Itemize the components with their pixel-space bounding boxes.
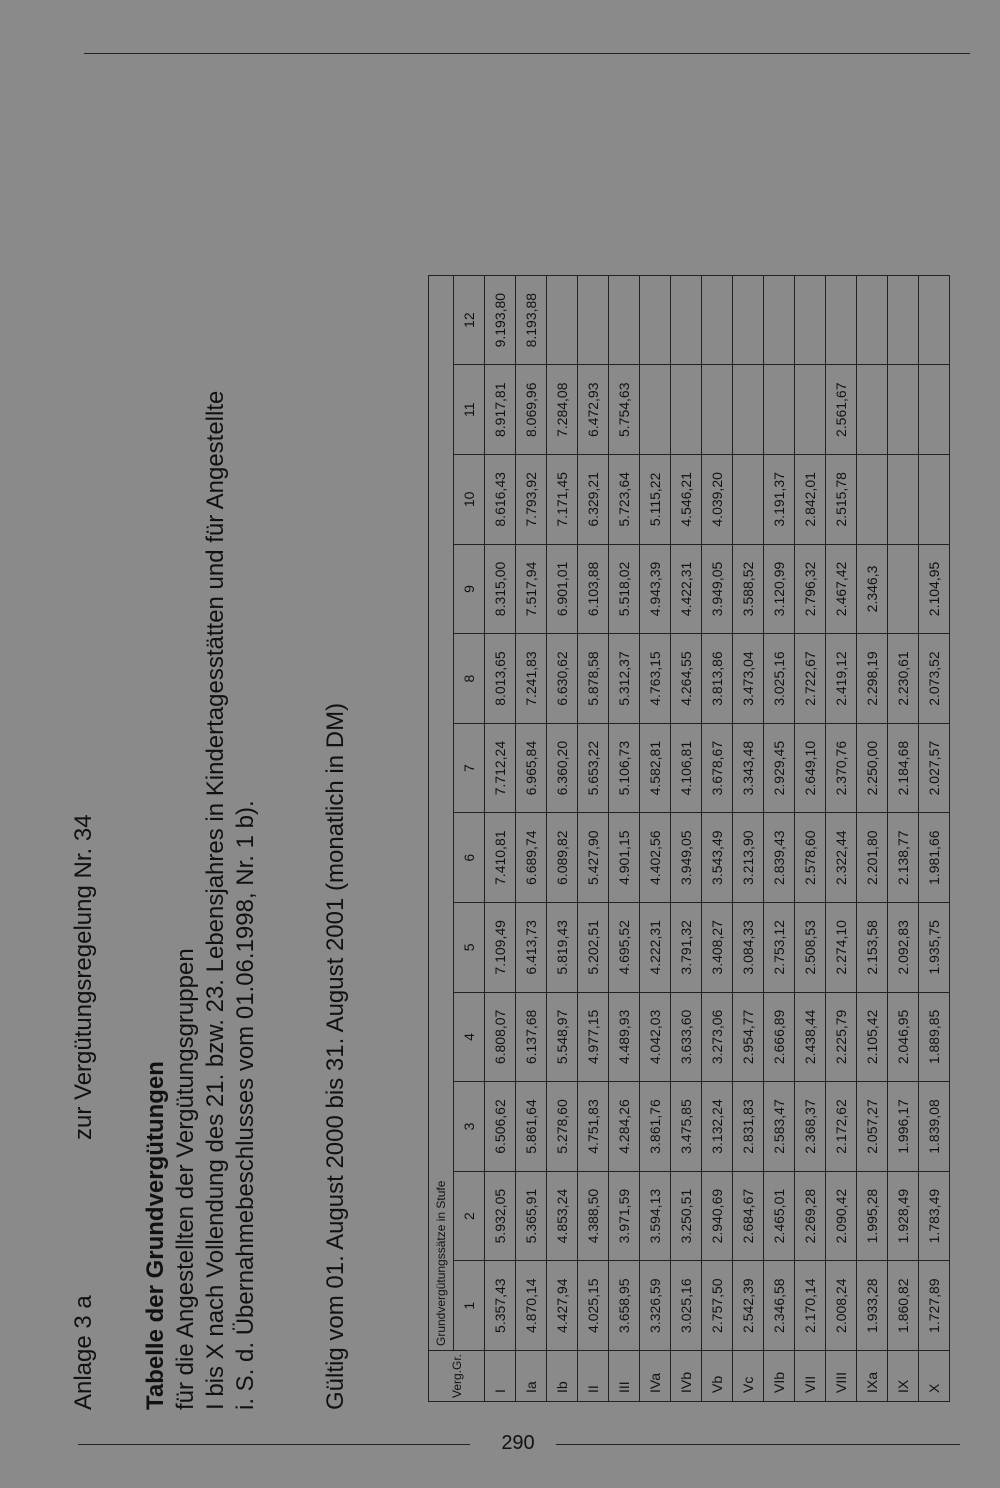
value-cell: 5.754,63 (609, 365, 640, 455)
value-cell: 7.109,49 (485, 903, 516, 993)
table-row (764, 275, 795, 1401)
table-row (795, 275, 826, 1401)
value-cell: 2.831,83 (733, 1082, 764, 1172)
value-cell: 3.658,95 (609, 1261, 640, 1351)
stufe-header-2: 2 (454, 1171, 485, 1261)
value-cell: 5.518,02 (609, 544, 640, 634)
value-cell: 5.357,43 (485, 1261, 516, 1351)
value-cell: 2.722,67 (795, 634, 826, 724)
stufe-header-6: 6 (454, 813, 485, 903)
value-cell: 2.201,80 (857, 813, 888, 903)
value-cell: 5.312,37 (609, 634, 640, 724)
value-cell: 4.853,24 (547, 1171, 578, 1261)
value-cell: 3.132,24 (702, 1082, 733, 1172)
value-cell: 2.467,42 (826, 544, 857, 634)
value-cell: 2.438,44 (795, 992, 826, 1082)
value-cell (671, 365, 702, 455)
value-cell: 2.757,50 (702, 1261, 733, 1351)
value-cell: 8.013,65 (485, 634, 516, 724)
value-cell: 2.839,43 (764, 813, 795, 903)
group-cell: VII (795, 1351, 826, 1402)
value-cell: 8.616,43 (485, 455, 516, 545)
value-cell: 2.796,32 (795, 544, 826, 634)
value-cell: 2.046,95 (888, 992, 919, 1082)
value-cell: 4.695,52 (609, 903, 640, 993)
value-cell: 2.105,42 (857, 992, 888, 1082)
value-cell (919, 365, 950, 455)
value-cell (795, 275, 826, 365)
table-row (919, 275, 950, 1401)
subtitle-line-2: I bis X nach Vollendung des 21. bzw. 23. Lebensjahres in Kindertagesstätten und für Angestellte (202, 390, 229, 1410)
value-cell: 7.171,45 (547, 455, 578, 545)
value-cell: 3.791,32 (671, 903, 702, 993)
value-cell: 2.230,61 (888, 634, 919, 724)
value-cell: 6.360,20 (547, 723, 578, 813)
value-cell: 4.264,55 (671, 634, 702, 724)
value-cell (919, 275, 950, 365)
value-cell: 4.222,31 (640, 903, 671, 993)
value-cell: 4.977,15 (578, 992, 609, 1082)
value-cell (857, 365, 888, 455)
value-cell: 4.489,93 (609, 992, 640, 1082)
value-cell: 1.981,66 (919, 813, 950, 903)
table-row (609, 275, 640, 1401)
value-cell: 7.517,94 (516, 544, 547, 634)
value-cell: 4.042,03 (640, 992, 671, 1082)
value-cell: 3.594,13 (640, 1171, 671, 1261)
value-cell: 4.582,81 (640, 723, 671, 813)
value-cell: 1.935,75 (919, 903, 950, 993)
subtitle-line-3: i. S. d. Übernahmebeschlusses vom 01.06.1998, Nr. 1 b). (232, 800, 259, 1410)
group-column-header: Verg.Gr. (429, 1351, 485, 1402)
value-cell: 2.138,77 (888, 813, 919, 903)
value-cell: 5.819,43 (547, 903, 578, 993)
value-cell: 3.949,05 (671, 813, 702, 903)
value-cell: 6.413,73 (516, 903, 547, 993)
stufe-header-11: 11 (454, 365, 485, 455)
value-cell: 2.073,52 (919, 634, 950, 724)
value-cell: 2.753,12 (764, 903, 795, 993)
value-cell: 3.273,06 (702, 992, 733, 1082)
footer-rule-left (78, 1444, 470, 1445)
value-cell: 2.298,19 (857, 634, 888, 724)
value-cell: 2.225,79 (826, 992, 857, 1082)
value-cell: 2.929,45 (764, 723, 795, 813)
value-cell: 3.120,99 (764, 544, 795, 634)
value-cell: 2.666,89 (764, 992, 795, 1082)
group-cell: III (609, 1351, 640, 1402)
value-cell: 6.137,68 (516, 992, 547, 1082)
value-cell: 2.153,58 (857, 903, 888, 993)
value-cell: 3.408,27 (702, 903, 733, 993)
value-cell: 2.346,58 (764, 1261, 795, 1351)
value-cell (826, 275, 857, 365)
stufe-header-4: 4 (454, 992, 485, 1082)
value-cell: 2.561,67 (826, 365, 857, 455)
stufe-header-9: 9 (454, 544, 485, 634)
table-row (857, 275, 888, 1401)
value-cell: 5.278,60 (547, 1082, 578, 1172)
value-cell: 2.346,3 (857, 544, 888, 634)
value-cell (547, 275, 578, 365)
value-cell (888, 544, 919, 634)
value-cell: 7.284,08 (547, 365, 578, 455)
value-cell: 2.172,62 (826, 1082, 857, 1172)
value-cell: 7.712,24 (485, 723, 516, 813)
value-cell: 8.917,81 (485, 365, 516, 455)
value-cell: 9.193,80 (485, 275, 516, 365)
value-cell: 4.025,15 (578, 1261, 609, 1351)
value-cell: 2.057,27 (857, 1082, 888, 1172)
value-cell: 4.427,94 (547, 1261, 578, 1351)
value-cell: 4.422,31 (671, 544, 702, 634)
value-cell: 3.025,16 (764, 634, 795, 724)
value-cell: 4.751,83 (578, 1082, 609, 1172)
value-cell: 6.472,93 (578, 365, 609, 455)
value-cell: 5.861,64 (516, 1082, 547, 1172)
group-cell: VIb (764, 1351, 795, 1402)
table-row (888, 275, 919, 1401)
value-cell: 3.213,90 (733, 813, 764, 903)
value-cell (702, 365, 733, 455)
value-cell: 2.419,12 (826, 634, 857, 724)
value-cell: 6.103,88 (578, 544, 609, 634)
table-row (485, 275, 516, 1401)
value-cell: 1.727,89 (919, 1261, 950, 1351)
value-cell: 2.274,10 (826, 903, 857, 993)
value-cell: 2.508,53 (795, 903, 826, 993)
value-cell: 6.689,74 (516, 813, 547, 903)
value-cell: 1.889,85 (919, 992, 950, 1082)
group-cell: II (578, 1351, 609, 1402)
group-cell: IXa (857, 1351, 888, 1402)
value-cell: 6.901,01 (547, 544, 578, 634)
group-cell: VIII (826, 1351, 857, 1402)
stufe-header-12: 12 (454, 275, 485, 365)
value-cell: 3.813,86 (702, 634, 733, 724)
value-cell: 1.928,49 (888, 1171, 919, 1261)
value-cell: 3.473,04 (733, 634, 764, 724)
value-cell (733, 275, 764, 365)
value-cell: 7.241,83 (516, 634, 547, 724)
group-cell: IVb (671, 1351, 702, 1402)
value-cell: 3.971,59 (609, 1171, 640, 1261)
value-cell: 1.783,49 (919, 1171, 950, 1261)
value-cell: 3.949,05 (702, 544, 733, 634)
value-cell (857, 455, 888, 545)
value-cell: 2.008,24 (826, 1261, 857, 1351)
value-cell: 2.465,01 (764, 1171, 795, 1261)
value-cell: 6.329,21 (578, 455, 609, 545)
group-cell: IX (888, 1351, 919, 1402)
value-cell: 4.039,20 (702, 455, 733, 545)
value-cell: 3.678,67 (702, 723, 733, 813)
table-title: Tabelle der Grundvergütungen (142, 1061, 169, 1410)
value-cell: 3.543,49 (702, 813, 733, 903)
stufe-header-7: 7 (454, 723, 485, 813)
value-cell (764, 365, 795, 455)
value-cell (733, 365, 764, 455)
value-cell (702, 275, 733, 365)
value-cell: 3.025,16 (671, 1261, 702, 1351)
value-cell (857, 275, 888, 365)
value-cell: 4.402,56 (640, 813, 671, 903)
value-cell: 3.633,60 (671, 992, 702, 1082)
value-cell: 7.410,81 (485, 813, 516, 903)
value-cell (609, 275, 640, 365)
value-cell: 2.092,83 (888, 903, 919, 993)
value-cell: 8.315,00 (485, 544, 516, 634)
stufe-header-5: 5 (454, 903, 485, 993)
value-cell: 2.250,00 (857, 723, 888, 813)
value-cell: 3.326,59 (640, 1261, 671, 1351)
value-cell: 1.933,28 (857, 1261, 888, 1351)
table-row (826, 275, 857, 1401)
salary-table (428, 275, 950, 1402)
value-cell: 7.793,92 (516, 455, 547, 545)
value-cell: 6.630,62 (547, 634, 578, 724)
stufe-column-header: Grundvergütungssätze in Stufe (429, 275, 454, 1350)
value-cell: 5.427,90 (578, 813, 609, 903)
value-cell: 2.542,39 (733, 1261, 764, 1351)
value-cell: 1.996,17 (888, 1082, 919, 1172)
value-cell: 3.861,76 (640, 1082, 671, 1172)
value-cell: 2.104,95 (919, 544, 950, 634)
value-cell: 2.578,60 (795, 813, 826, 903)
value-cell: 2.090,42 (826, 1171, 857, 1261)
value-cell: 4.870,14 (516, 1261, 547, 1351)
value-cell (919, 455, 950, 545)
value-cell (671, 275, 702, 365)
value-cell: 1.995,28 (857, 1171, 888, 1261)
stufe-header-3: 3 (454, 1082, 485, 1172)
value-cell: 3.084,33 (733, 903, 764, 993)
value-cell: 2.583,47 (764, 1082, 795, 1172)
table-row (733, 275, 764, 1401)
value-cell (795, 365, 826, 455)
value-cell (888, 275, 919, 365)
value-cell: 8.193,88 (516, 275, 547, 365)
group-cell: Vb (702, 1351, 733, 1402)
value-cell: 5.878,58 (578, 634, 609, 724)
value-cell: 5.115,22 (640, 455, 671, 545)
stufe-header-8: 8 (454, 634, 485, 724)
stufe-header-1: 1 (454, 1261, 485, 1351)
stufe-header-row (454, 275, 485, 1401)
value-cell: 3.475,85 (671, 1082, 702, 1172)
footer-rule-right (556, 1444, 960, 1445)
value-cell: 3.343,48 (733, 723, 764, 813)
page-number: 290 (501, 1432, 535, 1454)
value-cell: 5.202,51 (578, 903, 609, 993)
value-cell: 3.588,52 (733, 544, 764, 634)
value-cell (578, 275, 609, 365)
value-cell: 8.069,96 (516, 365, 547, 455)
table-row (702, 275, 733, 1401)
value-cell (764, 275, 795, 365)
table-row (547, 275, 578, 1401)
value-cell: 2.684,67 (733, 1171, 764, 1261)
group-cell: Ia (516, 1351, 547, 1402)
value-cell: 2.170,14 (795, 1261, 826, 1351)
value-cell: 5.548,97 (547, 992, 578, 1082)
value-cell: 5.106,73 (609, 723, 640, 813)
value-cell: 2.370,76 (826, 723, 857, 813)
group-cell: Vc (733, 1351, 764, 1402)
value-cell: 6.808,07 (485, 992, 516, 1082)
table-row (578, 275, 609, 1401)
value-cell: 3.250,51 (671, 1171, 702, 1261)
value-cell: 3.191,37 (764, 455, 795, 545)
value-cell: 6.965,84 (516, 723, 547, 813)
value-cell: 1.839,08 (919, 1082, 950, 1172)
value-cell: 5.932,05 (485, 1171, 516, 1261)
value-cell: 2.515,78 (826, 455, 857, 545)
value-cell: 2.649,10 (795, 723, 826, 813)
value-cell (888, 455, 919, 545)
group-cell: Ib (547, 1351, 578, 1402)
value-cell: 1.860,82 (888, 1261, 919, 1351)
value-cell: 2.027,57 (919, 723, 950, 813)
validity-line: Gültig vom 01. August 2000 bis 31. August 2001 (monatlich in DM) (322, 702, 349, 1410)
table-row (640, 275, 671, 1401)
anlage-label: Anlage 3 a (70, 1295, 97, 1410)
value-cell: 2.842,01 (795, 455, 826, 545)
subtitle-line-1: für die Angestellten der Vergütungsgruppen (172, 948, 199, 1410)
value-cell (640, 275, 671, 365)
group-cell: I (485, 1351, 516, 1402)
value-cell: 4.943,39 (640, 544, 671, 634)
value-cell (640, 365, 671, 455)
value-cell: 5.365,91 (516, 1171, 547, 1261)
value-cell: 4.106,81 (671, 723, 702, 813)
anlage-text: zur Vergütungsregelung Nr. 34 (70, 814, 97, 1140)
anlage-line (70, 814, 98, 1410)
value-cell: 2.269,28 (795, 1171, 826, 1261)
heading-block (70, 110, 430, 1410)
value-cell: 5.723,64 (609, 455, 640, 545)
value-cell: 4.388,50 (578, 1171, 609, 1261)
value-cell: 2.184,68 (888, 723, 919, 813)
group-cell: X (919, 1351, 950, 1402)
rotated-content (70, 50, 960, 1410)
value-cell: 4.546,21 (671, 455, 702, 545)
value-cell: 6.506,62 (485, 1082, 516, 1172)
value-cell: 4.284,26 (609, 1082, 640, 1172)
value-cell: 5.653,22 (578, 723, 609, 813)
value-cell: 2.940,69 (702, 1171, 733, 1261)
value-cell: 6.089,82 (547, 813, 578, 903)
value-cell (733, 455, 764, 545)
value-cell: 2.368,37 (795, 1082, 826, 1172)
value-cell: 2.954,77 (733, 992, 764, 1082)
value-cell (888, 365, 919, 455)
value-cell: 2.322,44 (826, 813, 857, 903)
table-row (671, 275, 702, 1401)
table-row (516, 275, 547, 1401)
value-cell: 4.763,15 (640, 634, 671, 724)
value-cell: 4.901,15 (609, 813, 640, 903)
stufe-header-10: 10 (454, 455, 485, 545)
group-cell: IVa (640, 1351, 671, 1402)
table-body (485, 275, 950, 1401)
